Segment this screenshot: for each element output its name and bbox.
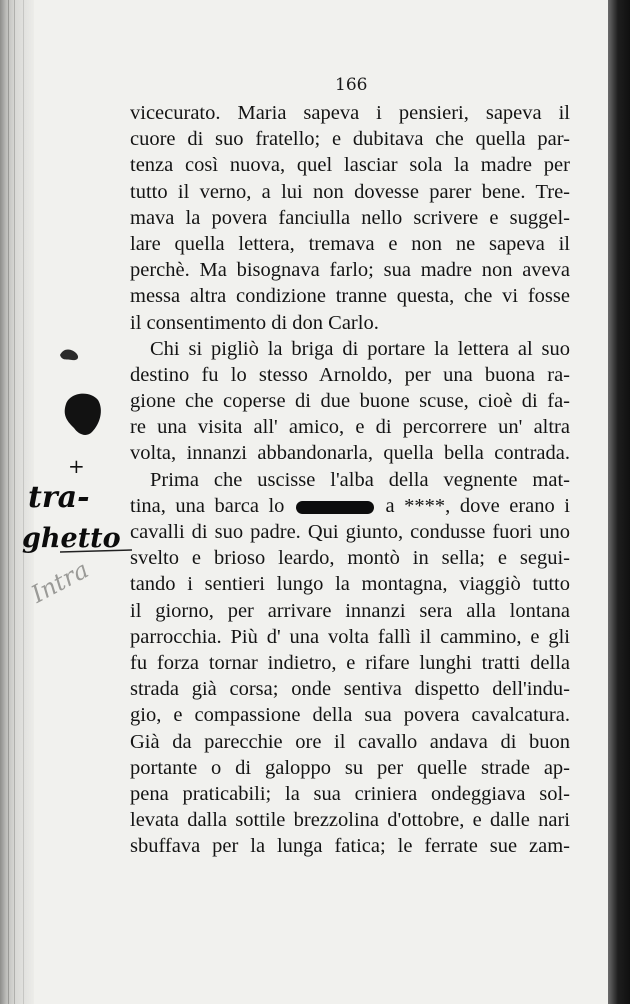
text-line: il giorno, per arrivare innanzi sera alla lontana (130, 599, 570, 622)
text-line: re una visita all' amico, e di percorrere un' altra (130, 416, 570, 439)
handwritten-word-faint: Intra (26, 555, 94, 609)
text-line: lare quella lettera, tremava e non ne sapeva il (130, 232, 570, 255)
text-line: svelto e brioso leardo, montò in sella; e segui- (130, 547, 570, 570)
handwritten-note (20, 455, 140, 615)
handwriting-marks (20, 455, 140, 615)
text-line: levata dalla sottile brezzolina d'ottobre, e dalle nari (130, 809, 570, 832)
handwritten-cross: + (68, 455, 85, 478)
text-line: tenza così nuova, quel lasciar sola la madre per (130, 154, 570, 177)
text-line: parrocchia. Più d' una volta fallì il cammino, e gli (130, 625, 570, 648)
handwritten-word-2: ghetto (22, 523, 121, 554)
text-line: Prima che uscisse l'alba della vegnente mat- (150, 468, 570, 491)
text-line: cuore di suo fratello; e dubitava che quella par- (130, 128, 570, 151)
ink-stain (60, 390, 104, 438)
text-line: cavalli di suo padre. Qui giunto, condusse fuori uno (130, 521, 570, 543)
text-line: sbuffava per la lunga fatica; le ferrate sue zam- (130, 835, 570, 858)
text-line: gione che coperse di due buone scuse, cioè di fa- (130, 390, 570, 413)
text-line: mava la povera fanciulla nello scrivere e suggel- (130, 206, 570, 229)
page-number: 166 (335, 75, 368, 95)
text-line: fu forza tornar indietro, e rifare lunghi tratti della (130, 651, 570, 674)
scan-edge (608, 0, 630, 1004)
body-text (130, 100, 570, 859)
text-fragment: tina, una barca lo (130, 494, 285, 517)
text-line: Chi si pigliò la briga di portare la lettera al suo (150, 337, 570, 360)
text-line: tando i sentieri lungo la montagna, viaggiò tutto (130, 573, 570, 596)
redacted-ink-blot (296, 501, 374, 514)
gutter-line (8, 0, 9, 1004)
text-line: il consentimento di don Carlo. (130, 311, 379, 334)
text-line (130, 493, 570, 519)
text-line: Già da parecchie ore il cavallo andava di buon (130, 730, 570, 753)
text-line: strada già corsa; onde sentiva dispetto dell'indu- (130, 678, 570, 701)
ink-stain (58, 345, 84, 363)
text-line: portante o di galoppo su per quelle strade ap- (130, 756, 570, 779)
text-fragment: a ****, dove erano i (385, 494, 570, 517)
text-line: vicecurato. Maria sapeva i pensieri, sapeva il (130, 102, 570, 124)
text-line: perchè. Ma bisognava farlo; sua madre non aveva (130, 259, 570, 282)
text-line: tutto il verno, a lui non dovesse parer bene. Tre- (130, 180, 570, 203)
text-line: gio, e compassione della sua povera cavalcatura. (130, 704, 570, 727)
text-line: volta, innanzi abbandonarla, quella bella contrada. (130, 442, 570, 465)
gutter-line (14, 0, 15, 1004)
text-line: destino fu lo stesso Arnoldo, per una buona ra- (130, 363, 570, 386)
text-line: messa altra condizione tranne questa, che vi fosse (130, 285, 570, 308)
handwritten-word-1: tra- (28, 480, 90, 515)
text-line: pena praticabili; la sua criniera ondeggiava sol- (130, 782, 570, 805)
